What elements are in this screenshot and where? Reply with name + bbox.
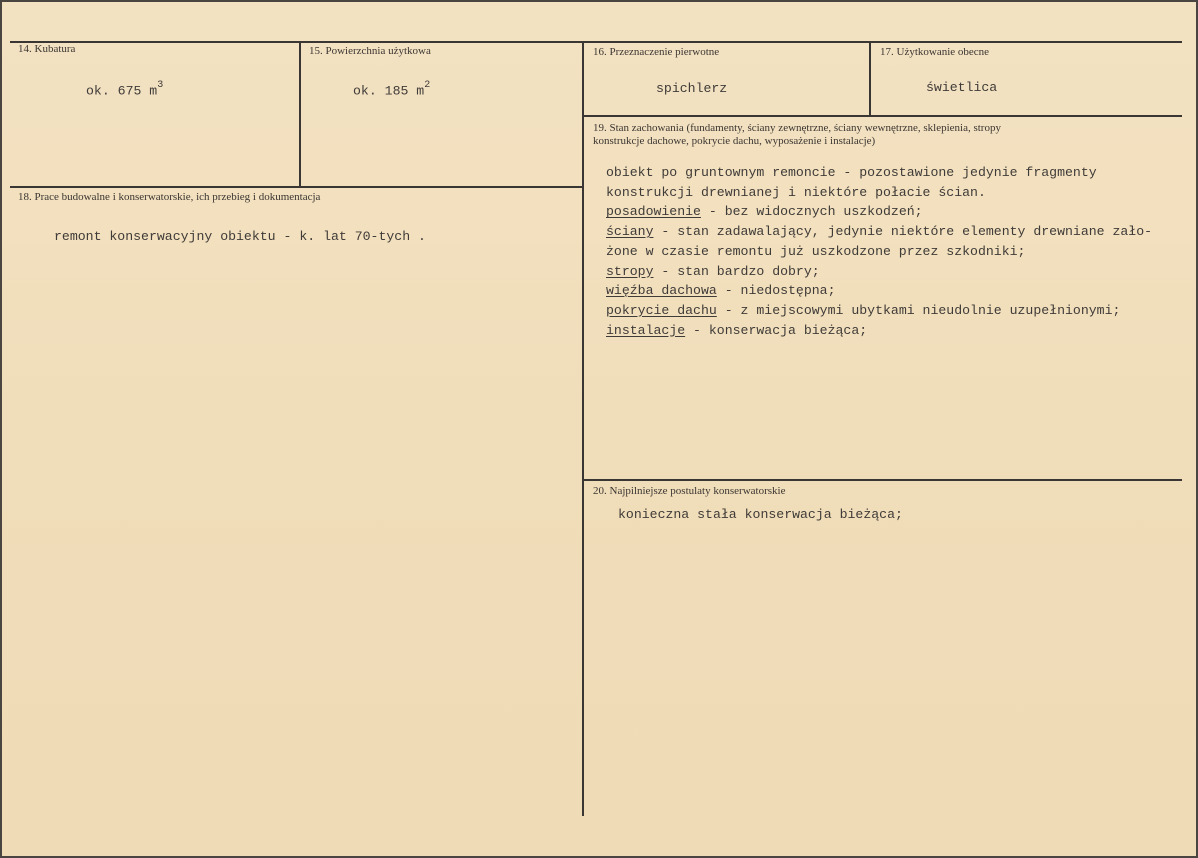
field-18-label: 18. Prace budowalne i konserwatorskie, ich przebieg i dokumentacja: [18, 191, 321, 203]
condition-item-roof-truss: [606, 281, 1152, 301]
field-17-label: 17. Użytkowanie obecne: [880, 46, 990, 58]
field-16-label: 16. Przeznaczenie pierwotne: [593, 46, 720, 58]
condition-text: - niedostępna;: [716, 283, 836, 299]
condition-item-walls: [606, 222, 1152, 242]
field-16-value: spichlerz: [656, 81, 728, 96]
field-19-label: [593, 122, 1001, 148]
condition-text: żone w czasie remontu już uszkodzone przez szkodniki;: [606, 243, 1026, 259]
rule-19-bottom: [582, 479, 1182, 481]
field-18-value: remont konserwacyjny obiektu - k. lat 70-tych .: [54, 229, 426, 244]
field-14-number: ok. 675 m: [86, 83, 158, 99]
field-14-unit-exponent: 3: [157, 80, 164, 91]
condition-term: stropy: [606, 263, 654, 279]
field-19-intro-line2: konstrukcji drewnianej i niektóre połacie ścian.: [606, 184, 986, 200]
top-rule: [10, 41, 1182, 43]
field-14-value: [86, 82, 163, 98]
field-15-number: ok. 185 m: [353, 83, 425, 99]
field-19-intro-line1: obiekt po gruntownym remoncie - pozostawione jedynie fragmenty: [606, 165, 1097, 180]
condition-term: więźba dachowa: [606, 283, 717, 299]
condition-item-walls-continued: [606, 242, 1152, 262]
condition-term: ściany: [606, 224, 654, 240]
field-14-label: 14. Kubatura: [18, 43, 76, 55]
condition-item-roofing: [606, 301, 1152, 321]
condition-term: posadowienie: [606, 204, 701, 220]
condition-text: - stan zadawalający, jedynie niektóre elementy drewniane zało-: [653, 224, 1153, 240]
center-divider: [582, 41, 584, 816]
condition-text: - z miejscowymi ubytkami nieudolnie uzupełnionymi;: [716, 302, 1121, 318]
rule-16-17-bottom: [582, 115, 1182, 117]
field-19-text: [606, 163, 1152, 340]
field-19-label-line1: 19. Stan zachowania (fundamenty, ściany zewnętrzne, ściany wewnętrzne, sklepienia, stropy: [593, 122, 1001, 134]
condition-item-ceilings: [606, 262, 1152, 282]
condition-term: pokrycie dachu: [606, 302, 717, 318]
field-17-value: świetlica: [926, 80, 998, 95]
divider-16-17: [869, 41, 871, 115]
field-15-unit-exponent: 2: [424, 80, 431, 91]
field-19-label-line2: konstrukcje dachowe, pokrycie dachu, wyposażenie i instalacje): [593, 135, 876, 147]
divider-14-15: [299, 41, 301, 186]
rule-14-15-bottom: [10, 186, 584, 188]
condition-term: instalacje: [606, 322, 686, 338]
field-15-label: 15. Powierzchnia użytkowa: [309, 45, 431, 57]
condition-text: - konserwacja bieżąca;: [685, 322, 868, 338]
field-15-value: [353, 82, 430, 98]
condition-text: - stan bardzo dobry;: [653, 263, 820, 279]
field-20-value: konieczna stała konserwacja bieżąca;: [618, 507, 903, 522]
field-20-label: 20. Najpilniejsze postulaty konserwatorskie: [593, 485, 786, 497]
condition-text: - bez widocznych uszkodzeń;: [700, 204, 923, 220]
condition-item-foundations: [606, 202, 1152, 222]
condition-item-installations: [606, 321, 1152, 341]
